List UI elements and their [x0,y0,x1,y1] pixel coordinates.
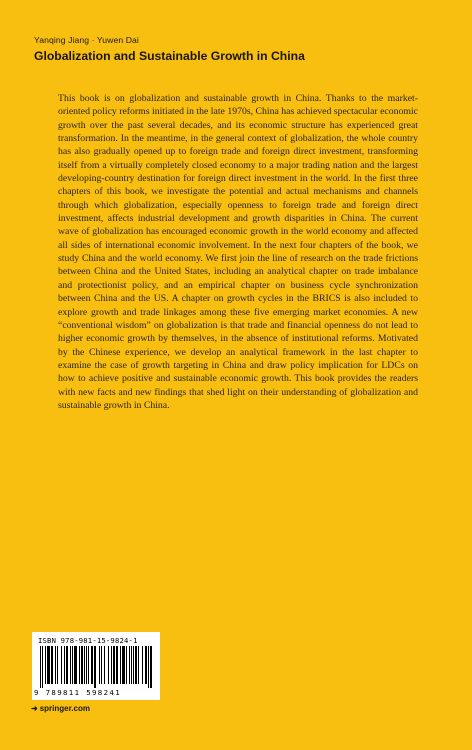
barcode-bar [111,646,112,684]
barcode-bar [145,646,147,684]
barcode-bar [131,646,132,684]
barcode-bar [42,646,43,688]
barcode-bar [104,646,105,684]
barcode-bar [129,646,130,684]
barcode-bar [116,646,118,684]
publisher-link[interactable] [31,704,90,713]
barcode-bar [74,646,77,684]
barcode-bar [81,646,83,684]
isbn-barcode-label [32,632,160,700]
barcode-bar [64,646,65,684]
barcode-bar [57,646,58,684]
barcode-bar [94,646,96,688]
barcode-bar [120,646,121,684]
barcode-bar [86,646,87,684]
barcode-bar [126,646,127,684]
barcode-bar [72,646,73,684]
publisher-url: springer.com [39,704,90,713]
barcode-bar [133,646,134,684]
barcode-bar [70,646,71,684]
barcode-graphic [40,646,152,688]
book-description: This book is on globalization and sustainable growth in China. Thanks to the market-oriented policy reforms initiated in the late 1970s, China has achieved spectacular economic growth over the past several decades, and its economic structure has experienced great transformation. In the meantime, in the general context of globalization, the whole country has also gradually opened up to foreign trade and foreign direct investment, transforming itself from a virtually completely closed economy to a major trading nation and the largest developing-country destination for foreign direct investment in the world. In the first three chapters of this book, we investigate the potential and actual mechanisms and channels through which globalization, especially openness to foreign trade and foreign direct investment, affects industrial development and growth disparities in China. The current wave of globalization has encouraged economic growth in the world economy and affected all sides of international economic involvement. In the next four chapters of the book, we study China and the world economy. We first join the line of research on the trade frictions between China and the United States, including an analytical chapter on trade imbalance and protectionist policy, and an empirical chapter on business cycle synchronization between China and the US. A chapter on growth cycles in the BRICS is also included to explore growth and trade linkages among these five emerging market economies. A new “conventional wisdom” on globalization is that trade and financial openness do not lead to higher economic growth by themselves, in the absence of institutional reforms. Motivated by the Chinese experience, we develop an analytical framework in the last chapter to examine the case of growth targeting in China and draw policy implication for LDCs on how to achieve positive and sustainable economic growth. This book provides the readers with new facts and new findings that shed light on their understanding of globalization and sustainable growth in China. [58,93,418,411]
barcode-bar [135,646,137,684]
book-title: Globalization and Sustainable Growth in China [34,49,305,63]
barcode-bar [122,646,125,684]
authors: Yanqing Jiang · Yuwen Dai [34,35,139,45]
barcode-bar [55,646,56,684]
barcode-bar [113,646,115,684]
barcode-bar [88,646,89,684]
barcode-bar [148,646,149,688]
barcode-bar [138,646,139,684]
barcode-bar [66,646,68,684]
barcode-bar [40,646,41,688]
arrow-icon: ➜ [31,704,38,713]
barcode-bar [47,646,50,684]
barcode-bar [108,646,109,684]
barcode-bar [45,646,46,684]
barcode-bar [99,646,100,684]
barcode-bar [142,646,143,684]
barcode-bar [61,646,62,684]
barcode-bar [79,646,80,684]
barcode-bar [91,646,93,684]
barcode-bar [84,646,85,684]
barcode-digits: 9 789811 598241 [34,688,121,697]
isbn-number: ISBN 978-981-15-9824-1 [38,636,138,645]
barcode-bar [51,646,53,684]
barcode-bar [150,646,152,688]
barcode-bar [101,646,102,684]
